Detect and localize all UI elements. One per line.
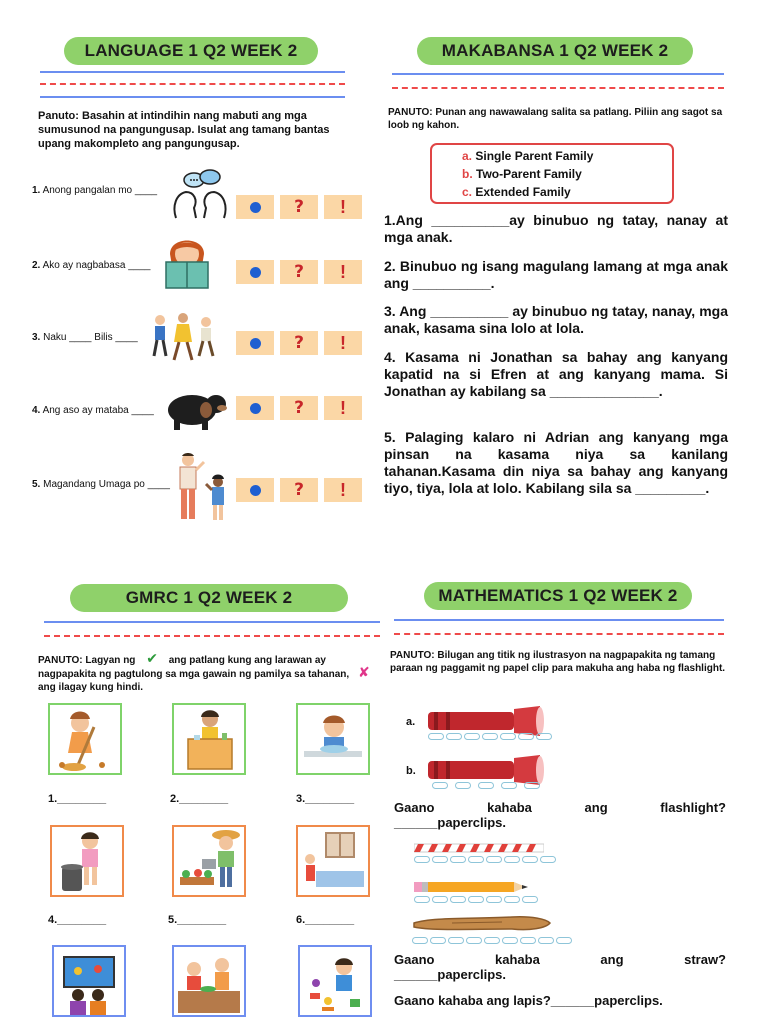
paperclip-icon bbox=[538, 937, 554, 944]
q-flashlight-line1 bbox=[394, 800, 726, 815]
girl-sweeping-tile bbox=[48, 703, 122, 775]
gmrc-blank-3[interactable]: 3.________ bbox=[296, 793, 355, 805]
paperclip-icon bbox=[484, 937, 500, 944]
paperclip-icon bbox=[478, 782, 494, 789]
paperclip-icon bbox=[486, 896, 502, 903]
boy-watering-plants-tile bbox=[172, 825, 246, 897]
exclamation-box[interactable] bbox=[324, 331, 362, 355]
paperclip-icon bbox=[468, 896, 484, 903]
paperclip-icon bbox=[536, 733, 552, 740]
kids-cooking-icon bbox=[174, 947, 244, 1015]
exclamation-mark: ! bbox=[340, 332, 346, 353]
gmrc-blank-5[interactable]: 5.________ bbox=[168, 914, 227, 926]
paperclip-icon bbox=[520, 937, 536, 944]
math-title: MATHEMATICS 1 Q2 WEEK 2 bbox=[424, 582, 692, 610]
makabansa-question-5: 5. Palaging kalaro ni Adrian ang kanyang mga pinsan na kasama niya sa kanilang tahanan.Kasama din niya sa bahay ang kanyang tiyo, tiya, lola at lolo. Kabilang sila sa _________. bbox=[384, 429, 728, 496]
paperclip-icon bbox=[432, 856, 448, 863]
language-title: LANGUAGE 1 Q2 WEEK 2 bbox=[64, 37, 318, 65]
gmrc-rule-mid bbox=[44, 635, 380, 637]
makabansa-choice-box bbox=[430, 143, 674, 204]
boy-making-bed-tile bbox=[296, 825, 370, 897]
check-mark-icon: ✔ bbox=[146, 651, 158, 667]
paperclip-icon bbox=[455, 782, 471, 789]
math-question-flashlight bbox=[394, 800, 726, 830]
language-item-2: 2. Ako ay nagbabasa ____ bbox=[32, 260, 151, 271]
makabansa-question-1: 1.Ang __________ay binubuo ng tatay, nanay at mga anak. bbox=[384, 212, 728, 245]
pencil-icon bbox=[414, 880, 530, 894]
language-choices-5 bbox=[236, 478, 362, 502]
paperclip-icon bbox=[432, 782, 448, 789]
language-item-5: 5. Magandang Umaga po ____ bbox=[32, 479, 170, 490]
exclamation-box[interactable] bbox=[324, 396, 362, 420]
paperclips-stick bbox=[412, 937, 572, 944]
word: straw? bbox=[684, 952, 726, 967]
flashlight-icon bbox=[426, 706, 546, 736]
language-rule-mid bbox=[40, 83, 345, 85]
makabansa-question-3: 3. Ang __________ ay binubuo ng tatay, nanay, mga anak, kasama sina lolo at lola. bbox=[384, 303, 728, 336]
children-running-icon bbox=[148, 312, 218, 364]
language-item-4: 4. Ang aso ay mataba ____ bbox=[32, 405, 154, 416]
period-box[interactable] bbox=[236, 331, 274, 355]
gmrc-rule-top bbox=[44, 621, 380, 623]
period-box[interactable] bbox=[236, 260, 274, 284]
paperclip-icon bbox=[466, 937, 482, 944]
boy-watering-plants-icon bbox=[174, 827, 244, 895]
paperclip-icon bbox=[540, 856, 556, 863]
math-question-lapis[interactable]: Gaano kahaba ang lapis?______paperclips. bbox=[394, 993, 663, 1008]
gmrc-blank-6[interactable]: 6.________ bbox=[296, 914, 355, 926]
exclamation-mark: ! bbox=[340, 261, 346, 282]
paperclip-icon bbox=[501, 782, 517, 789]
makabansa-question-2: 2. Binubuo ng isang magulang lamang at mga anak ang __________. bbox=[384, 258, 728, 291]
exclamation-box[interactable] bbox=[324, 260, 362, 284]
paperclips-row-b bbox=[432, 782, 540, 789]
word: ang bbox=[584, 800, 608, 815]
paperclip-icon bbox=[412, 937, 428, 944]
gmrc-blank-4[interactable]: 4.________ bbox=[48, 914, 107, 926]
math-instruction: PANUTO: Bilugan ang titik ng ilustrasyon na nagpapakita ng tamang paraan ng paggamit ng papel clip para makuha ang haba ng flashlight. bbox=[390, 650, 726, 674]
language-choices-2 bbox=[236, 260, 362, 284]
girl-taking-out-trash-tile bbox=[50, 825, 124, 897]
girl-at-table-tile bbox=[172, 703, 246, 775]
period-box[interactable] bbox=[236, 195, 274, 219]
paperclips-pencil bbox=[414, 896, 538, 903]
exclamation-mark: ! bbox=[340, 196, 346, 217]
girl-taking-out-trash-icon bbox=[52, 827, 122, 895]
boy-making-bed-icon bbox=[298, 827, 368, 895]
straw-icon bbox=[414, 843, 544, 853]
language-choices-4 bbox=[236, 396, 362, 420]
paperclip-icon bbox=[556, 937, 572, 944]
word: flashlight? bbox=[660, 800, 726, 815]
q-straw-line2[interactable]: ______paperclips. bbox=[394, 967, 507, 982]
gmrc-instruction: PANUTO: Lagyan ng ✔ ang patlang kung ang larawan ay nagpapakita ng pagtulong sa mga gawain ng pamilya sa tahanan, ✘ ang ilagay kung hindi. bbox=[38, 651, 370, 693]
makabansa-question-4: 4. Kasama ni Jonathan sa bahay ang kanyang kapatid na si Efren at ang kanyang mama. Si Jonathan ay kabilang sa ______________. bbox=[384, 349, 728, 399]
language-item-3: 3. Naku ____ Bilis ____ bbox=[32, 332, 138, 343]
word: kahaba bbox=[487, 800, 532, 815]
q-straw-line1 bbox=[394, 952, 726, 967]
man-and-child-greeting-icon bbox=[172, 452, 234, 524]
paperclip-icon bbox=[446, 733, 462, 740]
exclamation-box[interactable] bbox=[324, 195, 362, 219]
paperclip-icon bbox=[518, 733, 534, 740]
boy-with-mess-icon bbox=[300, 947, 370, 1015]
boy-with-mess-tile bbox=[298, 945, 372, 1017]
question-box[interactable] bbox=[280, 478, 318, 502]
two-people-talking-icon bbox=[168, 168, 232, 220]
paperclip-icon bbox=[468, 856, 484, 863]
math-rule-top bbox=[394, 619, 724, 621]
math-rule-mid bbox=[394, 633, 724, 635]
question-mark: ? bbox=[294, 197, 304, 217]
children-watching-tv-tile bbox=[52, 945, 126, 1017]
paperclip-icon bbox=[414, 856, 430, 863]
word: Gaano bbox=[394, 800, 435, 815]
option-a-label[interactable]: a. bbox=[406, 716, 416, 728]
period-dot bbox=[250, 338, 261, 349]
makabansa-instruction: PANUTO: Punan ang nawawalang salita sa patlang. Piliin ang sagot sa loob ng kahon. bbox=[388, 107, 723, 131]
choice-b: b. Two-Parent Family bbox=[462, 167, 582, 181]
language-rule-bottom bbox=[40, 96, 345, 98]
paperclip-icon bbox=[486, 856, 502, 863]
paperclip-icon bbox=[432, 896, 448, 903]
girl-sweeping-icon bbox=[50, 705, 120, 773]
option-b-label[interactable]: b. bbox=[406, 765, 416, 777]
exclamation-box[interactable] bbox=[324, 478, 362, 502]
language-choices-1 bbox=[236, 195, 362, 219]
paperclip-icon bbox=[522, 896, 538, 903]
paperclip-icon bbox=[504, 856, 520, 863]
period-dot bbox=[250, 267, 261, 278]
paperclips-straw bbox=[414, 856, 556, 863]
word: kahaba bbox=[495, 952, 540, 967]
question-box[interactable] bbox=[280, 331, 318, 355]
paperclip-icon bbox=[430, 937, 446, 944]
makabansa-rule-top bbox=[392, 73, 724, 75]
paperclip-icon bbox=[482, 733, 498, 740]
kids-cooking-tile bbox=[172, 945, 246, 1017]
language-choices-3 bbox=[236, 331, 362, 355]
q-flashlight-line2[interactable]: ______paperclips. bbox=[394, 815, 507, 830]
wood-stick-icon bbox=[412, 913, 552, 935]
question-box[interactable] bbox=[280, 260, 318, 284]
question-mark: ? bbox=[294, 398, 304, 418]
gmrc-blank-2[interactable]: 2.________ bbox=[170, 793, 229, 805]
paperclip-icon bbox=[502, 937, 518, 944]
period-dot bbox=[250, 202, 261, 213]
makabansa-rule-mid bbox=[392, 87, 724, 89]
makabansa-title: MAKABANSA 1 Q2 WEEK 2 bbox=[417, 37, 693, 65]
paperclip-icon bbox=[414, 896, 430, 903]
period-dot bbox=[250, 485, 261, 496]
paperclip-icon bbox=[464, 733, 480, 740]
question-mark: ? bbox=[294, 262, 304, 282]
boy-washing-dishes-tile bbox=[296, 703, 370, 775]
choice-c: c. Extended Family bbox=[462, 185, 571, 199]
question-mark: ? bbox=[294, 480, 304, 500]
girl-at-table-icon bbox=[174, 705, 244, 773]
choice-a: a. Single Parent Family bbox=[462, 149, 594, 163]
paperclip-icon bbox=[450, 856, 466, 863]
x-mark-icon: ✘ bbox=[357, 665, 370, 681]
word: Gaano bbox=[394, 952, 435, 967]
paperclip-icon bbox=[448, 937, 464, 944]
paperclip-icon bbox=[428, 733, 444, 740]
paperclip-icon bbox=[500, 733, 516, 740]
period-dot bbox=[250, 403, 261, 414]
exclamation-mark: ! bbox=[340, 479, 346, 500]
paperclip-icon bbox=[504, 896, 520, 903]
language-rule-top bbox=[40, 71, 345, 73]
question-box[interactable] bbox=[280, 195, 318, 219]
language-item-1: 1. Anong pangalan mo ____ bbox=[32, 185, 158, 196]
question-mark: ? bbox=[294, 333, 304, 353]
period-box[interactable] bbox=[236, 478, 274, 502]
question-box[interactable] bbox=[280, 396, 318, 420]
period-box[interactable] bbox=[236, 396, 274, 420]
paperclips-row-a bbox=[428, 733, 552, 740]
word: ang bbox=[600, 952, 624, 967]
boy-washing-dishes-icon bbox=[298, 705, 368, 773]
girl-reading-book-icon bbox=[162, 232, 212, 290]
flashlight-icon bbox=[426, 755, 546, 785]
children-watching-tv-icon bbox=[54, 947, 124, 1015]
gmrc-title: GMRC 1 Q2 WEEK 2 bbox=[70, 584, 348, 612]
paperclip-icon bbox=[524, 782, 540, 789]
paperclip-icon bbox=[522, 856, 538, 863]
gmrc-blank-1[interactable]: 1.________ bbox=[48, 793, 107, 805]
language-instruction: Panuto: Basahin at intindihin nang mabuti ang mga sumusunod na pangungusap. Isulat ang tamang bantas upang makompleto ang pangungusap. bbox=[38, 110, 330, 150]
exclamation-mark: ! bbox=[340, 397, 346, 418]
paperclip-icon bbox=[450, 896, 466, 903]
math-question-straw bbox=[394, 952, 726, 982]
fat-dog-icon bbox=[162, 388, 228, 432]
